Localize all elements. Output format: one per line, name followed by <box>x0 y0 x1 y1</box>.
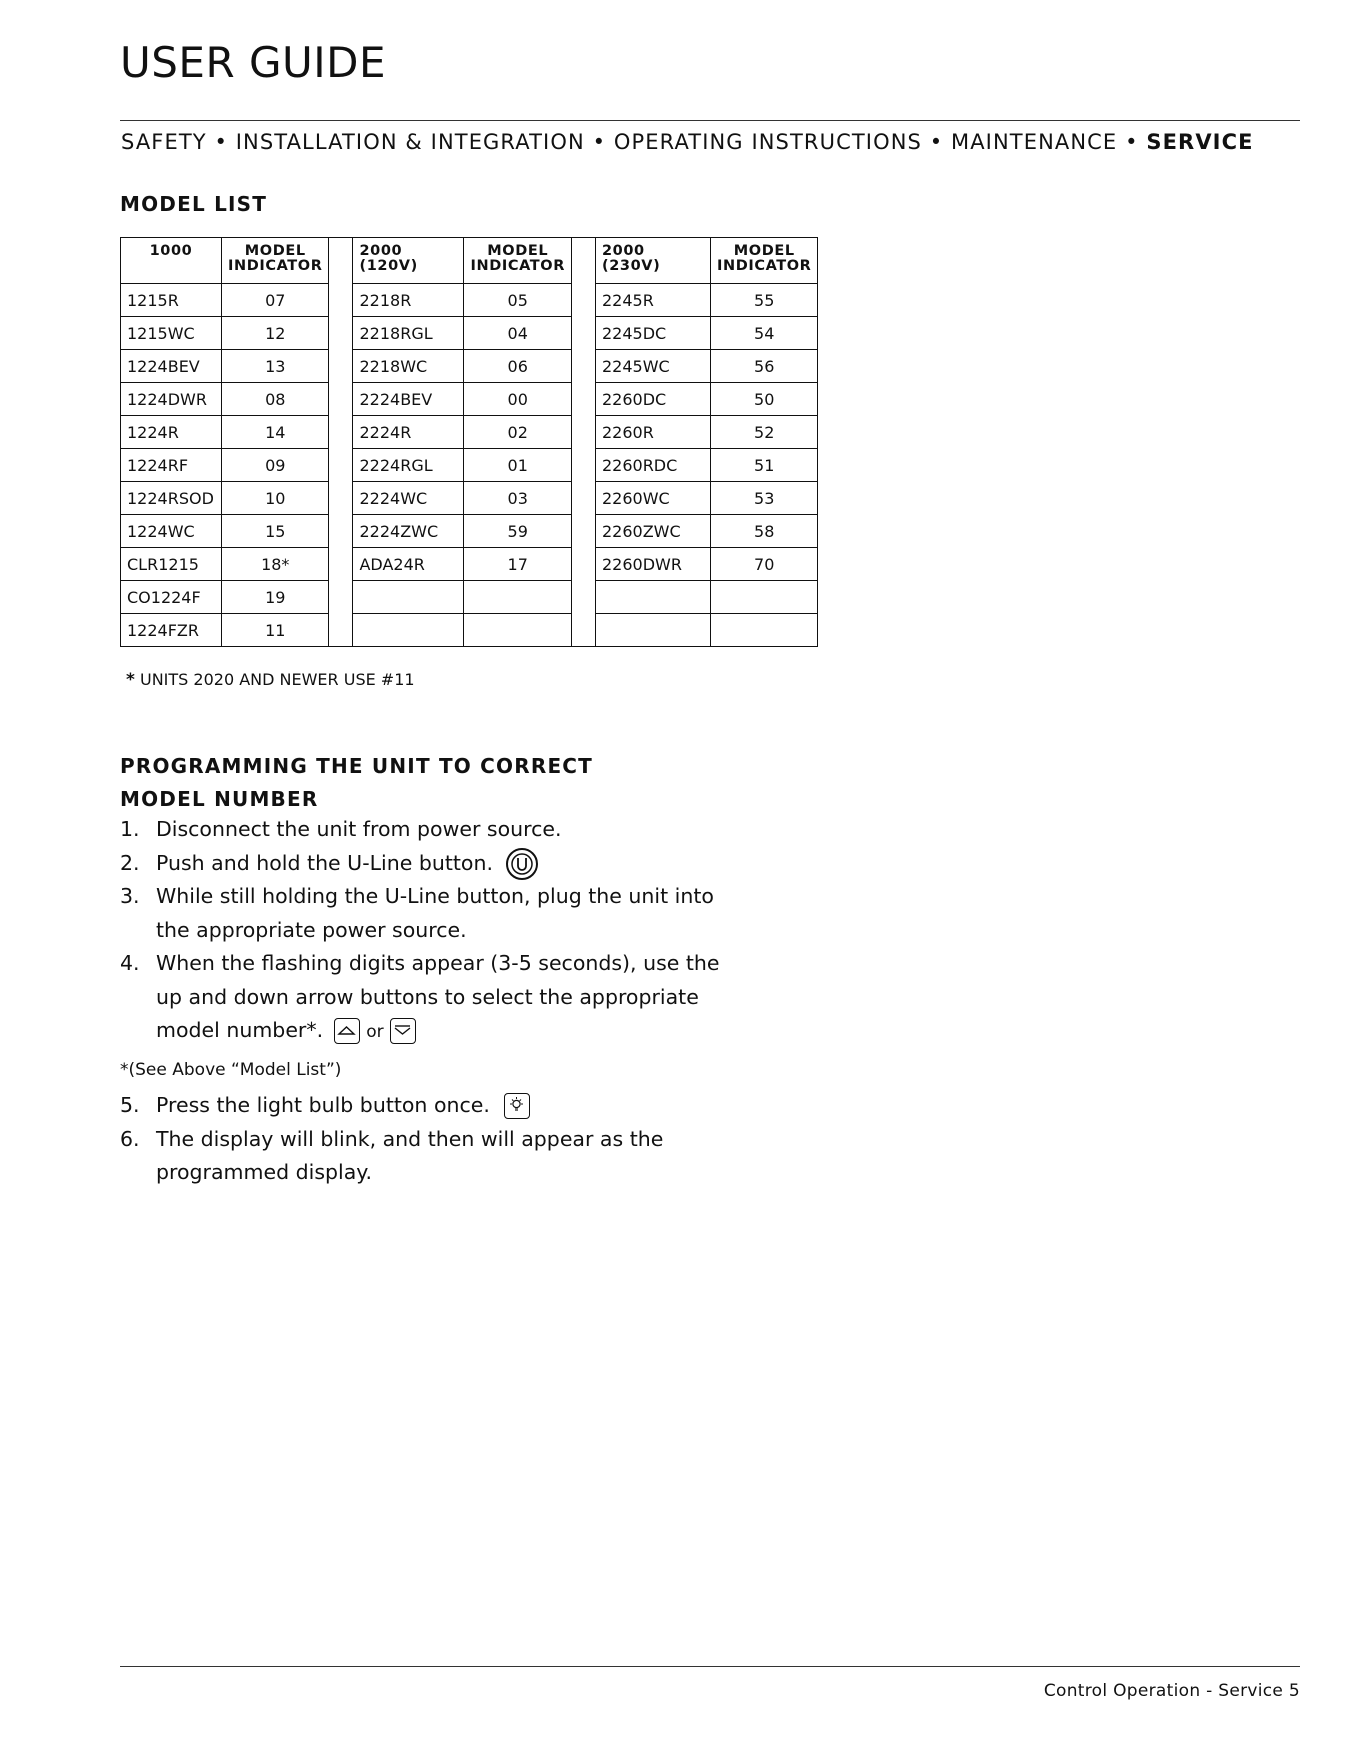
model-number-cell <box>353 581 464 614</box>
model-number-cell: 1224RF <box>121 449 222 482</box>
column-spacer <box>329 284 353 317</box>
programming-steps <box>120 813 740 1190</box>
nav-service: SERVICE <box>1146 130 1254 154</box>
model-indicator-cell: 56 <box>710 350 817 383</box>
model-indicator-cell <box>710 581 817 614</box>
table-row <box>121 581 818 614</box>
page-title: USER GUIDE <box>120 38 387 87</box>
model-number-cell: 2224R <box>353 416 464 449</box>
column-spacer <box>329 416 353 449</box>
model-indicator-cell: 53 <box>710 482 817 515</box>
table-row <box>121 614 818 647</box>
model-number-cell: 1224BEV <box>121 350 222 383</box>
column-header-2000-120v: 2000 (120V) <box>353 238 464 284</box>
column-spacer <box>571 383 595 416</box>
model-indicator-cell: 07 <box>222 284 329 317</box>
column-header-1000: 1000 <box>121 238 222 284</box>
model-list-table <box>120 237 818 647</box>
model-indicator-cell <box>464 614 571 647</box>
model-indicator-cell: 70 <box>710 548 817 581</box>
column-spacer <box>329 482 353 515</box>
column-header-indicator: MODEL INDICATOR <box>222 238 329 284</box>
model-number-cell: 2218WC <box>353 350 464 383</box>
model-indicator-cell: 51 <box>710 449 817 482</box>
model-indicator-cell: 09 <box>222 449 329 482</box>
model-number-cell: CLR1215 <box>121 548 222 581</box>
model-number-cell: 1224R <box>121 416 222 449</box>
nav-separator: • <box>1125 130 1139 154</box>
step-item <box>120 847 740 881</box>
column-spacer <box>329 383 353 416</box>
model-indicator-cell: 00 <box>464 383 571 416</box>
model-indicator-cell: 12 <box>222 317 329 350</box>
table-row <box>121 515 818 548</box>
footer-divider <box>120 1666 1300 1667</box>
model-indicator-cell: 14 <box>222 416 329 449</box>
model-indicator-cell: 17 <box>464 548 571 581</box>
footnote-asterisk: * <box>126 670 135 690</box>
column-spacer <box>329 548 353 581</box>
model-number-cell: 1224DWR <box>121 383 222 416</box>
nav-maintenance: MAINTENANCE <box>951 130 1118 154</box>
footnote-text: UNITS 2020 AND NEWER USE #11 <box>139 670 415 689</box>
column-spacer <box>571 482 595 515</box>
column-header-2000-230v: 2000 (230V) <box>595 238 710 284</box>
step-item <box>120 947 740 1050</box>
nav-separator: • <box>929 130 944 154</box>
model-table-body <box>121 284 818 647</box>
column-header-indicator: MODEL INDICATOR <box>710 238 817 284</box>
model-number-cell: 2224RGL <box>353 449 464 482</box>
model-indicator-cell: 59 <box>464 515 571 548</box>
model-number-cell <box>595 614 710 647</box>
table-row <box>121 383 818 416</box>
model-number-cell: 1224WC <box>121 515 222 548</box>
step-text: The display will blink, and then will appear as the programmed display. <box>156 1126 664 1184</box>
column-spacer <box>571 317 595 350</box>
model-indicator-cell: 08 <box>222 383 329 416</box>
step-text: Disconnect the unit from power source. <box>156 817 562 841</box>
model-number-cell: 2245WC <box>595 350 710 383</box>
programming-heading <box>120 750 593 816</box>
column-spacer <box>571 284 595 317</box>
step-text: Push and hold the U-Line button. <box>156 850 493 875</box>
model-number-cell: 1224FZR <box>121 614 222 647</box>
model-indicator-cell <box>464 581 571 614</box>
model-number-cell: 1215R <box>121 284 222 317</box>
up-arrow-button-icon <box>334 1018 360 1044</box>
model-number-cell: 2260DWR <box>595 548 710 581</box>
step-item <box>120 880 740 947</box>
or-text: or <box>366 1022 384 1042</box>
column-spacer <box>571 614 595 647</box>
model-number-cell: CO1224F <box>121 581 222 614</box>
header-divider <box>120 120 1300 121</box>
model-indicator-cell: 03 <box>464 482 571 515</box>
step-item <box>120 1123 740 1190</box>
column-spacer <box>329 515 353 548</box>
table-row <box>121 449 818 482</box>
down-arrow-button-icon <box>390 1018 416 1044</box>
model-number-cell: 2260RDC <box>595 449 710 482</box>
column-spacer <box>329 449 353 482</box>
model-indicator-cell: 13 <box>222 350 329 383</box>
model-indicator-cell: 04 <box>464 317 571 350</box>
model-list-note: *(See Above “Model List”) <box>120 1059 342 1080</box>
model-indicator-cell: 02 <box>464 416 571 449</box>
model-number-cell: 2224BEV <box>353 383 464 416</box>
programming-heading-line2: MODEL NUMBER <box>120 787 319 811</box>
model-indicator-cell <box>710 614 817 647</box>
model-number-cell: ADA24R <box>353 548 464 581</box>
table-row <box>121 317 818 350</box>
model-indicator-cell: 52 <box>710 416 817 449</box>
column-spacer <box>329 350 353 383</box>
column-spacer <box>329 614 353 647</box>
light-bulb-button-icon <box>504 1093 530 1119</box>
column-header-indicator: MODEL INDICATOR <box>464 238 571 284</box>
model-number-cell: 1215WC <box>121 317 222 350</box>
model-indicator-cell: 15 <box>222 515 329 548</box>
column-spacer <box>329 317 353 350</box>
column-spacer <box>571 350 595 383</box>
table-row <box>121 548 818 581</box>
model-indicator-cell: 01 <box>464 449 571 482</box>
model-number-cell: 2260ZWC <box>595 515 710 548</box>
column-spacer <box>329 581 353 614</box>
column-spacer <box>571 548 595 581</box>
column-spacer <box>571 449 595 482</box>
model-number-cell: 2245R <box>595 284 710 317</box>
step-text: When the flashing digits appear (3-5 seconds), use the up and down arrow buttons to select the appropriate model number*. <box>156 951 720 1042</box>
model-number-cell: 2224WC <box>353 482 464 515</box>
step-number: 5. <box>120 1093 140 1117</box>
step-number: 3. <box>120 884 140 908</box>
model-indicator-cell: 10 <box>222 482 329 515</box>
column-spacer <box>329 238 353 284</box>
programming-heading-line1: PROGRAMMING THE UNIT TO CORRECT <box>120 754 594 778</box>
table-row <box>121 284 818 317</box>
nav-operating: OPERATING INSTRUCTIONS <box>613 130 922 154</box>
table-row <box>121 482 818 515</box>
nav-safety: SAFETY <box>121 130 207 154</box>
table-footnote <box>126 670 415 690</box>
step-number: 4. <box>120 951 140 975</box>
model-number-cell <box>353 614 464 647</box>
model-number-cell <box>595 581 710 614</box>
table-row <box>121 416 818 449</box>
model-number-cell: 2224ZWC <box>353 515 464 548</box>
step-item <box>120 813 740 847</box>
table-row <box>121 350 818 383</box>
nav-installation: INSTALLATION & INTEGRATION <box>235 130 585 154</box>
model-list-heading: MODEL LIST <box>120 192 268 216</box>
column-spacer <box>571 581 595 614</box>
column-spacer <box>571 515 595 548</box>
model-number-cell: 2218R <box>353 284 464 317</box>
model-number-cell: 2260R <box>595 416 710 449</box>
model-number-cell: 2245DC <box>595 317 710 350</box>
model-number-cell: 2218RGL <box>353 317 464 350</box>
nav-separator: • <box>214 130 228 154</box>
model-indicator-cell: 50 <box>710 383 817 416</box>
model-number-cell: 1224RSOD <box>121 482 222 515</box>
model-indicator-cell: 19 <box>222 581 329 614</box>
model-indicator-cell: 54 <box>710 317 817 350</box>
model-indicator-cell: 05 <box>464 284 571 317</box>
step-text: While still holding the U-Line button, plug the unit into the appropriate power source. <box>156 884 714 942</box>
nav-separator: • <box>592 130 607 154</box>
u-line-button-icon <box>506 848 538 880</box>
step-text: Press the light bulb button once. <box>156 1093 490 1117</box>
section-breadcrumb <box>121 130 1254 154</box>
model-indicator-cell: 55 <box>710 284 817 317</box>
page-footer: Control Operation - Service 5 <box>1043 1681 1300 1701</box>
step-number: 6. <box>120 1126 140 1151</box>
column-spacer <box>571 416 595 449</box>
step-number: 1. <box>120 817 140 841</box>
step-number: 2. <box>120 850 140 875</box>
step-item <box>120 1089 740 1123</box>
model-indicator-cell: 06 <box>464 350 571 383</box>
column-spacer <box>571 238 595 284</box>
model-number-cell: 2260DC <box>595 383 710 416</box>
model-indicator-cell: 58 <box>710 515 817 548</box>
model-indicator-cell: 18* <box>222 548 329 581</box>
model-number-cell: 2260WC <box>595 482 710 515</box>
model-indicator-cell: 11 <box>222 614 329 647</box>
